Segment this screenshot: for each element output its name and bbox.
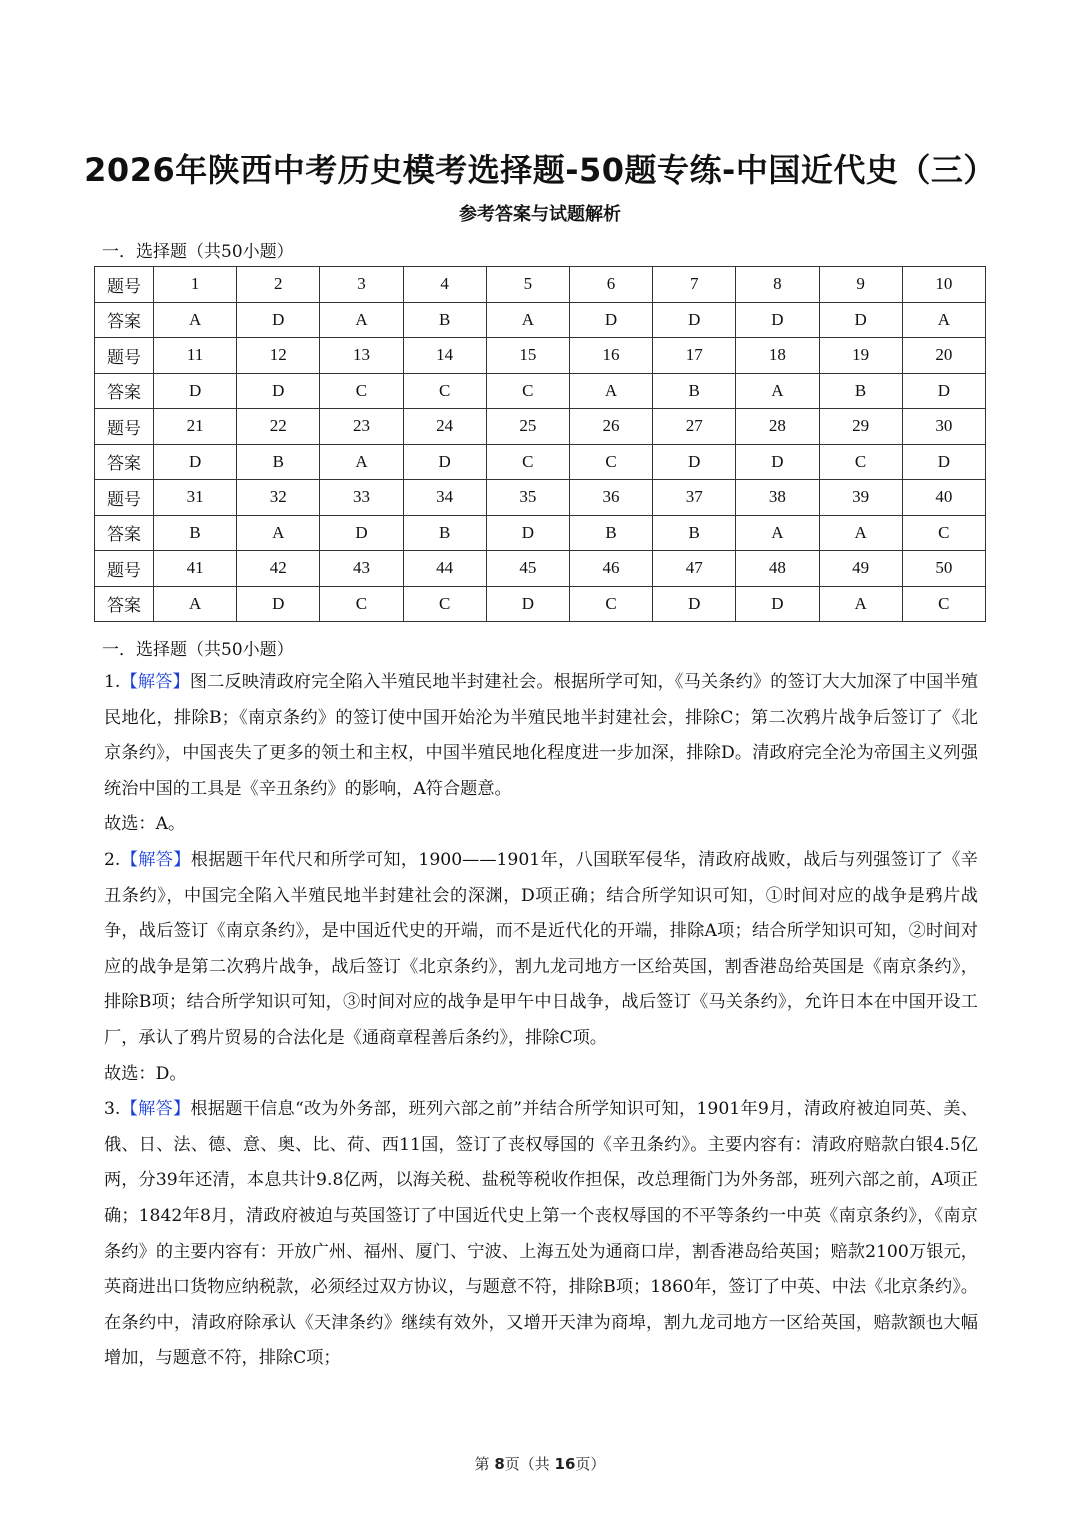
- answer-cell: B: [819, 373, 902, 409]
- question-label-cell: 题号: [95, 409, 154, 445]
- question-number-cell: 43: [320, 551, 403, 587]
- answer-cell: D: [819, 302, 902, 338]
- answer-cell: D: [154, 444, 237, 480]
- question-number-cell: 38: [736, 480, 819, 516]
- question-label-cell: 题号: [95, 480, 154, 516]
- question-number-cell: 3: [320, 267, 403, 303]
- question-number-cell: 39: [819, 480, 902, 516]
- solution-text: 图二反映清政府完全陷入半殖民地半封建社会。根据所学可知，《马关条约》的签订大大加深了中国半殖民地化，排除B；《南京条约》的签订使中国开始沦为半殖民地半封建社会，排除C；第二次鸦片战争后签订了《北京条约》，中国丧失了更多的领土和主权，中国半殖民地化程度进一步加深，排除D。清政府完全沦为帝国主义列强统治中国的工具是《辛丑条约》的影响，A符合题意。: [104, 672, 978, 799]
- footer-middle: 页（共: [504, 1455, 555, 1473]
- solution-text: 根据题干信息“改为外务部，班列六部之前”并结合所学知识可知，1901年9月，清政府被迫同英、美、俄、日、法、德、意、奥、比、荷、西11国，签订了丧权辱国的《辛丑条约》。主要内容有：清政府赔款白银4.5亿两，分39年还清，本息共计9.8亿两，以海关税、盐税等税收作担保，改总理衙门为外务部，班列六部之前，A项正确；1842年8月，清政府被迫与英国签订了中国近代史上第一个丧权辱国的不平等条约一中英《南京条约》，《南京条约》的主要内容有：开放广州、福州、厦门、宁波、上海五处为通商口岸，割香港岛给英国；赔款2100万银元，英商进出口货物应纳税款，必须经过双方协议，与题意不符，排除B项；1860年，签订了中英、中法《北京条约》。在条约中，清政府除承认《天津条约》继续有效外，又增开天津为商埠，割九龙司地方一区给英国，赔款额也大幅增加，与题意不符，排除C项；: [104, 1099, 978, 1369]
- question-number-cell: 26: [569, 409, 652, 445]
- question-number-cell: 31: [154, 480, 237, 516]
- answer-cell: C: [569, 444, 652, 480]
- solution-tag: 【解答】: [120, 1099, 191, 1120]
- solution-1: [104, 665, 978, 807]
- answer-cell: D: [486, 515, 569, 551]
- solution-1-choice: 故选：A。: [104, 814, 186, 835]
- answer-cell: B: [403, 302, 486, 338]
- question-number-row: [95, 480, 986, 516]
- answer-cell: D: [154, 373, 237, 409]
- question-label-cell: 题号: [95, 338, 154, 374]
- answer-cell: C: [320, 373, 403, 409]
- answer-cell: C: [403, 373, 486, 409]
- answer-row: [95, 586, 986, 622]
- answer-cell: C: [819, 444, 902, 480]
- question-number-cell: 23: [320, 409, 403, 445]
- answer-cell: D: [736, 444, 819, 480]
- question-number-cell: 1: [154, 267, 237, 303]
- question-number-cell: 18: [736, 338, 819, 374]
- question-number-cell: 40: [902, 480, 985, 516]
- solution-text: 根据题干年代尺和所学可知，1900——1901年，八国联军侵华，清政府战败，战后与列强签订了《辛丑条约》，中国完全陷入半殖民地半封建社会的深渊，D项正确；结合所学知识可知，①时间对应的战争是鸦片战争，战后签订《南京条约》，是中国近代史的开端，而不是近代化的开端，排除A项；结合所学知识可知，②时间对应的战争是第二次鸦片战争，战后签订《北京条约》，割九龙司地方一区给英国，割香港岛给英国是《南京条约》，排除B项；结合所学知识可知，③时间对应的战争是甲午中日战争，战后签订《马关条约》，允许日本在中国开设工厂，承认了鸦片贸易的合法化是《通商章程善后条约》，排除C项。: [104, 849, 978, 1048]
- question-number-cell: 20: [902, 338, 985, 374]
- question-number-cell: 34: [403, 480, 486, 516]
- question-number-cell: 9: [819, 267, 902, 303]
- answer-cell: D: [237, 373, 320, 409]
- question-number-cell: 17: [653, 338, 736, 374]
- answer-cell: A: [486, 302, 569, 338]
- answer-cell: D: [653, 444, 736, 480]
- answer-cell: D: [237, 302, 320, 338]
- answer-label-cell: 答案: [95, 373, 154, 409]
- answer-cell: D: [653, 302, 736, 338]
- answer-label-cell: 答案: [95, 302, 154, 338]
- question-number-cell: 8: [736, 267, 819, 303]
- solution-number: 3.: [104, 1099, 121, 1120]
- question-number-cell: 7: [653, 267, 736, 303]
- answer-cell: A: [819, 515, 902, 551]
- question-number-cell: 28: [736, 409, 819, 445]
- question-number-cell: 47: [653, 551, 736, 587]
- answer-cell: B: [403, 515, 486, 551]
- answer-cell: C: [486, 444, 569, 480]
- question-label-cell: 题号: [95, 551, 154, 587]
- footer-suffix: 页）: [575, 1455, 606, 1473]
- question-number-cell: 44: [403, 551, 486, 587]
- question-number-cell: 19: [819, 338, 902, 374]
- answer-cell: A: [237, 515, 320, 551]
- solutions-body: [104, 665, 978, 1377]
- answer-label-cell: 答案: [95, 444, 154, 480]
- answer-cell: A: [736, 515, 819, 551]
- answer-cell: D: [902, 444, 985, 480]
- answer-cell: C: [403, 586, 486, 622]
- answer-cell: A: [320, 302, 403, 338]
- question-number-row: [95, 267, 986, 303]
- question-number-cell: 5: [486, 267, 569, 303]
- question-number-row: [95, 338, 986, 374]
- section-heading: 一．选择题（共50小题）: [102, 242, 294, 262]
- question-number-cell: 16: [569, 338, 652, 374]
- question-number-row: [95, 551, 986, 587]
- question-number-cell: 35: [486, 480, 569, 516]
- answer-cell: B: [653, 373, 736, 409]
- question-number-cell: 27: [653, 409, 736, 445]
- question-number-row: [95, 409, 986, 445]
- question-label-cell: 题号: [95, 267, 154, 303]
- answer-cell: A: [154, 586, 237, 622]
- solution-tag: 【解答】: [120, 849, 191, 870]
- answer-row: [95, 373, 986, 409]
- answer-cell: A: [736, 373, 819, 409]
- question-number-cell: 36: [569, 480, 652, 516]
- solution-tag: 【解答】: [120, 672, 190, 692]
- answer-cell: A: [154, 302, 237, 338]
- answer-cell: C: [569, 586, 652, 622]
- solution-2-choice: 故选：D。: [104, 1063, 187, 1084]
- question-number-cell: 30: [902, 409, 985, 445]
- answer-cell: D: [736, 302, 819, 338]
- question-number-cell: 10: [902, 267, 985, 303]
- answer-cell: D: [403, 444, 486, 480]
- answer-cell: B: [569, 515, 652, 551]
- solution-number: 1.: [104, 672, 121, 692]
- section-heading-repeat: 一．选择题（共50小题）: [102, 640, 294, 660]
- question-number-cell: 6: [569, 267, 652, 303]
- question-number-cell: 11: [154, 338, 237, 374]
- question-number-cell: 32: [237, 480, 320, 516]
- answer-table: [94, 266, 986, 622]
- question-number-cell: 50: [902, 551, 985, 587]
- question-number-cell: 29: [819, 409, 902, 445]
- question-number-cell: 25: [486, 409, 569, 445]
- answer-row: [95, 515, 986, 551]
- current-page: 8: [494, 1455, 505, 1473]
- answer-cell: C: [320, 586, 403, 622]
- question-number-cell: 2: [237, 267, 320, 303]
- answer-cell: A: [320, 444, 403, 480]
- question-number-cell: 33: [320, 480, 403, 516]
- answer-cell: D: [486, 586, 569, 622]
- question-number-cell: 14: [403, 338, 486, 374]
- question-number-cell: 45: [486, 551, 569, 587]
- footer-prefix: 第: [474, 1455, 495, 1473]
- answer-cell: A: [819, 586, 902, 622]
- answer-cell: D: [653, 586, 736, 622]
- answer-cell: D: [902, 373, 985, 409]
- answer-cell: B: [237, 444, 320, 480]
- answer-cell: B: [154, 515, 237, 551]
- answer-row: [95, 302, 986, 338]
- answer-label-cell: 答案: [95, 515, 154, 551]
- solution-number: 2.: [104, 849, 121, 870]
- answer-cell: C: [486, 373, 569, 409]
- answer-row: [95, 444, 986, 480]
- question-number-cell: 15: [486, 338, 569, 374]
- question-number-cell: 41: [154, 551, 237, 587]
- answer-cell: C: [902, 586, 985, 622]
- question-number-cell: 12: [237, 338, 320, 374]
- question-number-cell: 4: [403, 267, 486, 303]
- answer-cell: C: [902, 515, 985, 551]
- question-number-cell: 48: [736, 551, 819, 587]
- question-number-cell: 49: [819, 551, 902, 587]
- question-number-cell: 37: [653, 480, 736, 516]
- answer-cell: B: [653, 515, 736, 551]
- document-title: 2026年陕西中考历史模考选择题-50题专练-中国近代史（三）: [84, 151, 996, 189]
- question-number-cell: 13: [320, 338, 403, 374]
- answer-label-cell: 答案: [95, 586, 154, 622]
- question-number-cell: 21: [154, 409, 237, 445]
- answer-cell: D: [237, 586, 320, 622]
- question-number-cell: 24: [403, 409, 486, 445]
- answer-cell: A: [902, 302, 985, 338]
- answer-cell: D: [569, 302, 652, 338]
- answer-cell: D: [320, 515, 403, 551]
- question-number-cell: 42: [237, 551, 320, 587]
- question-number-cell: 46: [569, 551, 652, 587]
- answer-cell: D: [736, 586, 819, 622]
- solution-3: [104, 1092, 978, 1377]
- answer-cell: A: [569, 373, 652, 409]
- question-number-cell: 22: [237, 409, 320, 445]
- page-footer: [0, 1453, 1080, 1474]
- solution-2: [104, 843, 978, 1057]
- document-subtitle: 参考答案与试题解析: [459, 204, 621, 225]
- total-pages: 16: [554, 1455, 576, 1473]
